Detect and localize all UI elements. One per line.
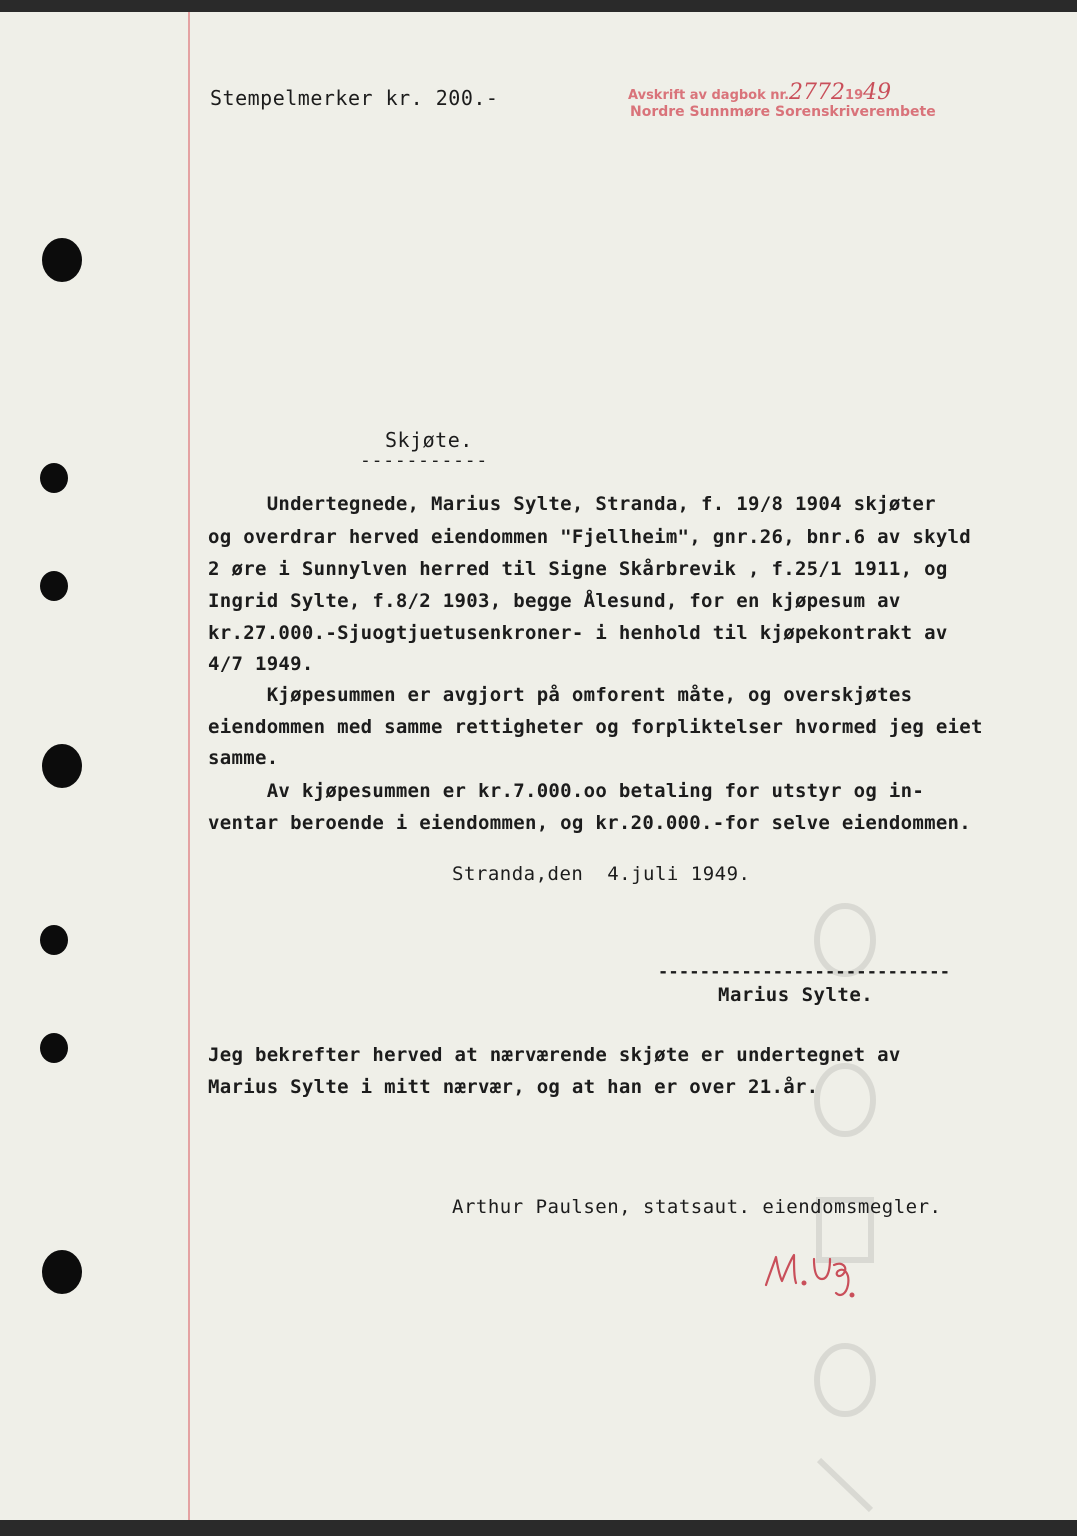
witness-line: Marius Sylte i mitt nærvær, og at han er over 21.år. [208,1076,819,1098]
punch-hole [42,744,82,788]
register-year-prefix: 19 [845,88,864,103]
handwritten-initials [760,1245,870,1305]
place-date: Stranda,den 4.juli 1949. [452,863,751,885]
punch-hole [42,238,82,282]
punch-hole [40,925,68,955]
register-year-suffix: 49 [863,80,892,105]
title-underline: ----------- [360,450,489,471]
signature-line: ---------------------------- [658,962,951,982]
register-stamp-line-2: Nordre Sunnmøre Sorenskriverembete [630,104,936,120]
body-line: ventar beroende i eiendommen, og kr.20.000.-for selve eiendommen. [208,812,972,834]
register-stamp-prefix: Avskrift av dagbok nr. [628,88,790,103]
punch-hole [40,1033,68,1063]
scan-bottom-edge [0,1520,1077,1536]
margin-line [188,12,190,1520]
body-line: og overdrar herved eiendommen "Fjellheim", gnr.26, bnr.6 av skyld [208,526,972,548]
body-line: Ingrid Sylte, f.8/2 1903, begge Ålesund, for en kjøpesum av [208,590,901,612]
scan-top-edge [0,0,1077,12]
body-line: Av kjøpesummen er kr.7.000.oo betaling for utstyr og in- [208,780,925,802]
stamp-fee: Stempelmerker kr. 200.- [210,86,499,110]
punch-hole [42,1250,82,1294]
register-entry-number: 2772 [789,80,846,105]
body-line: Undertegnede, Marius Sylte, Stranda, f. 19/8 1904 skjøter [208,493,936,515]
punch-hole [40,463,68,493]
witness-line: Jeg bekrefter herved at nærværende skjøte er undertegnet av [208,1044,901,1066]
witness-name: Arthur Paulsen, statsaut. eiendomsmegler. [452,1196,942,1218]
document-title: Skjøte. [385,428,473,452]
body-line: samme. [208,747,279,769]
body-line: eiendommen med samme rettigheter og forpliktelser hvormed jeg eiet [208,716,983,738]
body-line: kr.27.000.-Sjuogtjuetusenkroner- i henhold til kjøpekontrakt av [208,622,948,644]
signatory-name: Marius Sylte. [718,984,874,1006]
body-line: 2 øre i Sunnylven herred til Signe Skårbrevik , f.25/1 1911, og [208,558,948,580]
body-line: Kjøpesummen er avgjort på omforent måte, og overskjøtes [208,684,913,706]
register-stamp-line-1 [628,80,891,105]
punch-hole [40,571,68,601]
body-line: 4/7 1949. [208,653,314,675]
